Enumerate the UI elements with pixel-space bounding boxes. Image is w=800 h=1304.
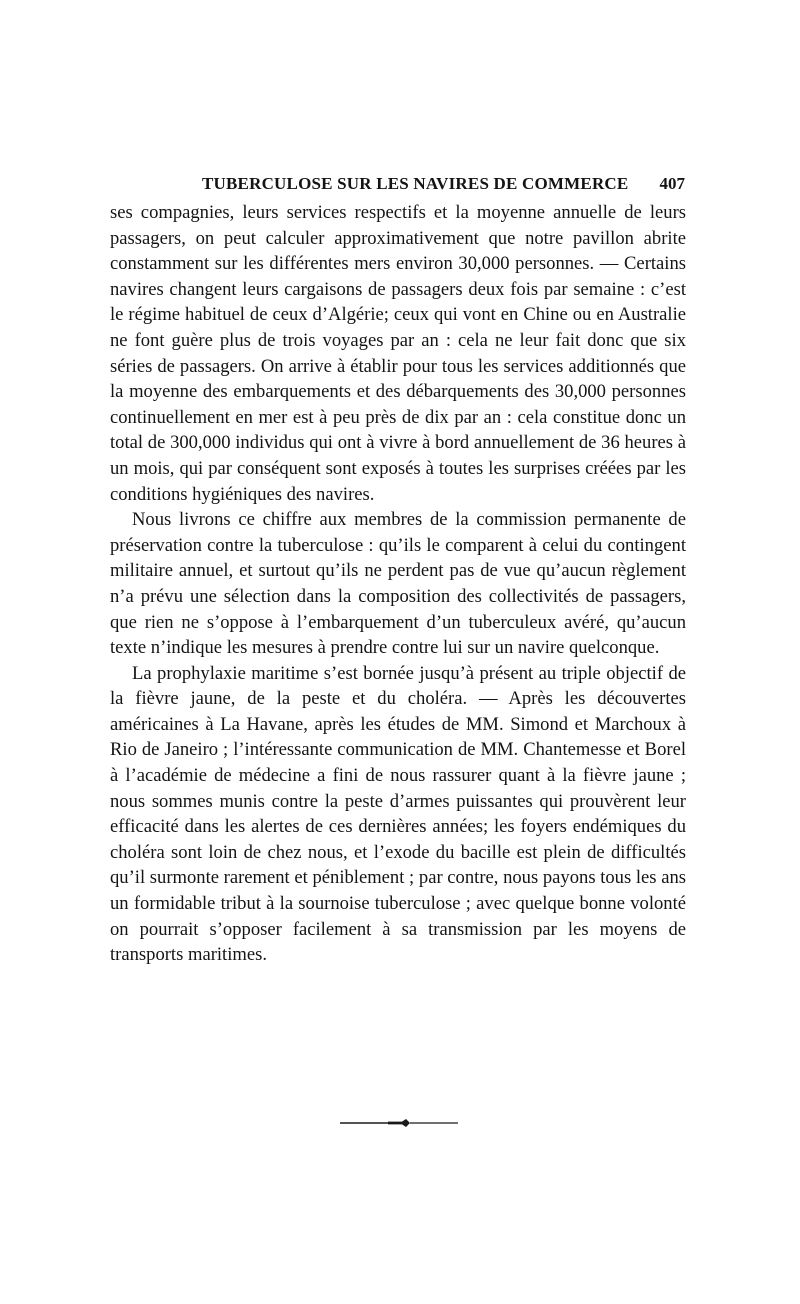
running-head	[110, 174, 685, 198]
running-title: TUBERCULOSE SUR LES NAVIRES DE COMMERCE	[202, 174, 629, 193]
end-ornament	[340, 1116, 458, 1130]
body-text	[110, 200, 686, 968]
paragraph-prophylaxis: La prophylaxie maritime s’est bornée jusqu’à présent au triple objectif de la fièvre jaune, de la peste et du choléra. — Après les découvertes américaines à La Havane, après les études de MM. Simond et Marchoux à Rio de Janeiro ; l’intéressante communication de MM. Chantemesse et Borel à l’académie de médecine a fini de nous rassurer quant à la fièvre jaune ; nous sommes munis contre la peste d’armes puissantes qui prouvèrent leur efficacité dans les alertes de ces dernières années; les foyers endémiques du choléra sont loin de chez nous, et l’exode du bacille est plein de difficultés qu’il surmonte rarement et péniblement ; par contre, nous payons tous les ans un formidable tribut à la sournoise tuberculose ; avec quelque bonne volonté on pourrait s’opposer facilement à sa transmission par les moyens de transports maritimes.	[110, 662, 686, 966]
paragraph-continuation: ses compagnies, leurs services respectifs et la moyenne annuelle de leurs passagers, on peut calculer approximativement que notre pavillon abrite constamment sur les différentes mers environ 30,000 personnes. — Certains navires changent leurs cargaisons de passagers deux fois par semaine : c’est le régime habituel de ceux d’Algérie; ceux qui vont en Chine ou en Australie ne font guère plus de trois voyages par an : cela ne leur fait donc que six séries de passagers. On arrive à établir pour tous les services additionnés que la moyenne des embarquements et des débarquements des 30,000 personnes continuellement en mer est à peu près de dix par an : cela constitue donc un total de 300,000 individus qui ont à vivre à bord annuellement de 36 heures à un mois, qui par conséquent sont exposés à toutes les surprises créées par les conditions hygiéniques des navires.	[110, 202, 686, 505]
paragraph-commission: Nous livrons ce chiffre aux membres de la commission permanente de préservation contre la tuberculose : qu’ils le comparent à celui du contingent militaire annuel, et surtout qu’ils ne perdent pas de vue qu’aucun règlement n’a prévu une sélection dans la composition des collectivités de passagers, que rien ne s’oppose à l’embarquement d’un tuberculeux avéré, qu’aucun texte n’indique les mesures à prendre contre lui sur un navire quelconque.	[110, 509, 686, 659]
page-number: 407	[659, 174, 685, 193]
